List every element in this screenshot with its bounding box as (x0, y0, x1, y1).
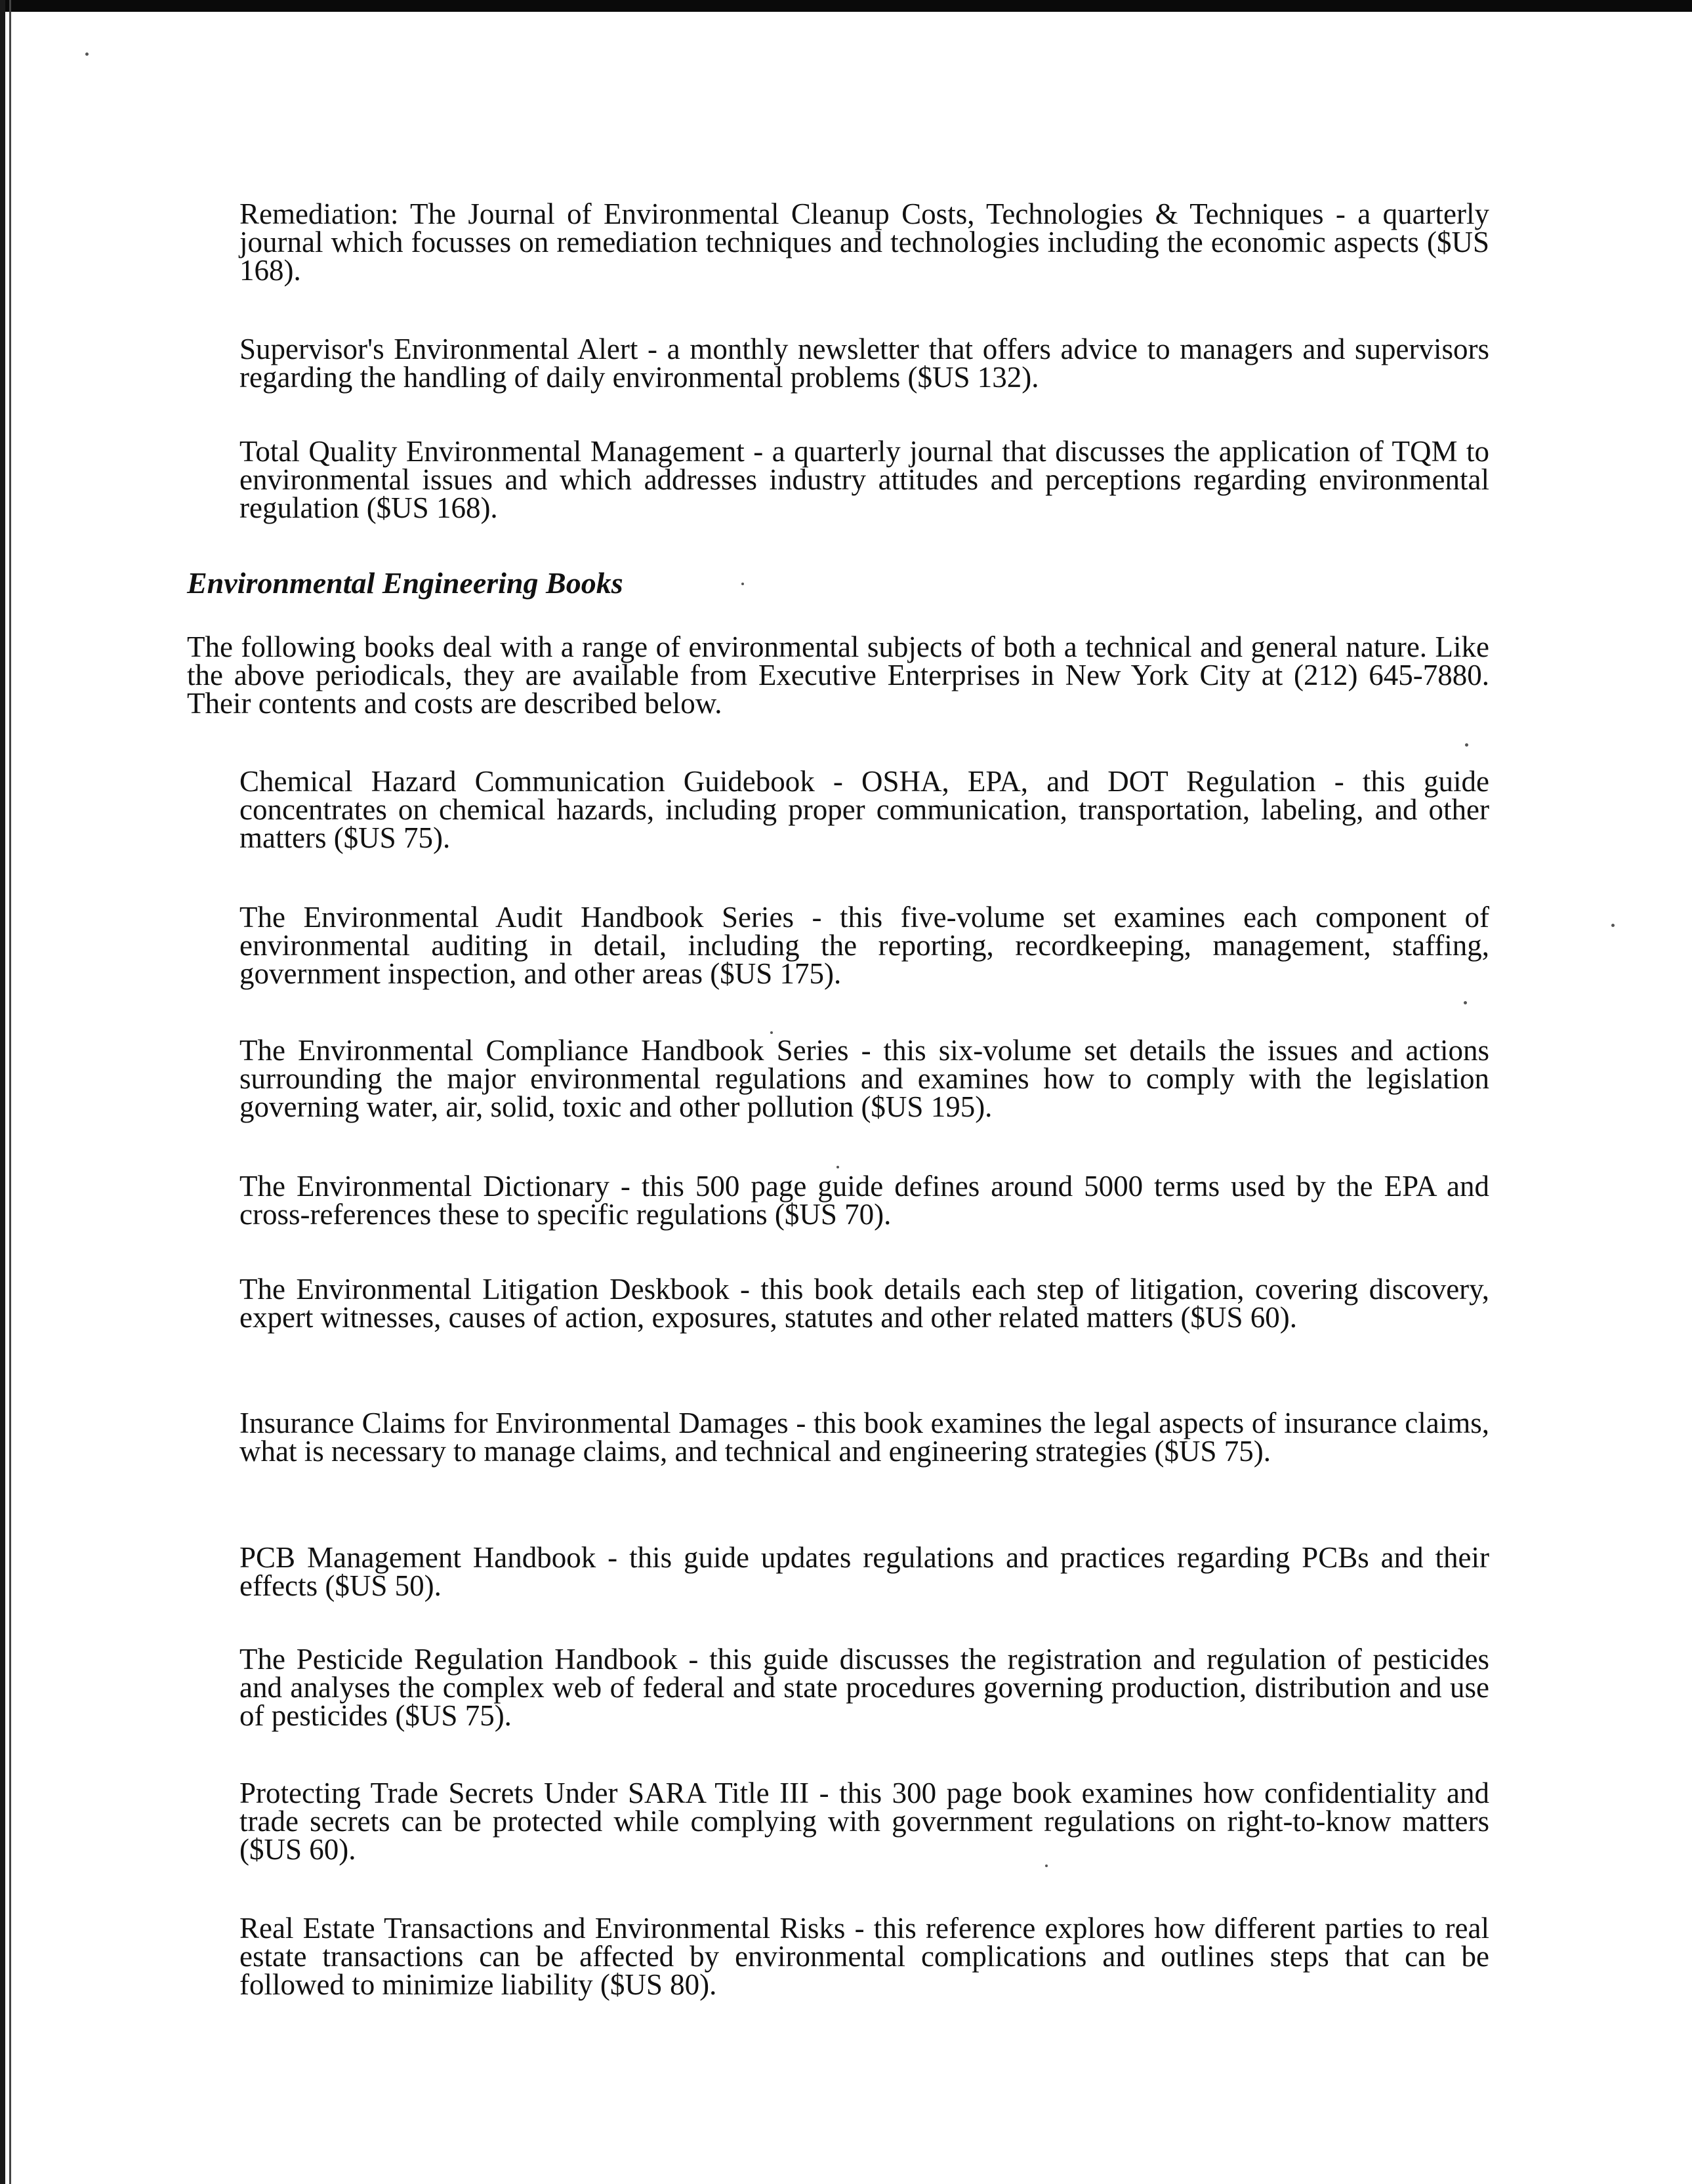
book-entry: The Environmental Dictionary - this 500 page guide defines around 5000 terms used by the EPA and cross-references these to specific regulations ($US 70). (239, 1170, 1489, 1231)
book-entry: Insurance Claims for Environmental Damages - this book examines the legal aspects of insurance claims, what is necessary to manage claims, and technical and engineering strategies ($US 75). (239, 1407, 1489, 1468)
book-entry: Real Estate Transactions and Environmental Risks - this reference explores how different parties to real estate transactions can be affected by environmental complications and outlines steps that can be followed to minimize liability ($US 80). (239, 1912, 1489, 2001)
section-heading: Environmental Engineering Books (187, 566, 623, 600)
periodical-entry: Supervisor's Environmental Alert - a monthly newsletter that offers advice to managers and supervisors regarding the handling of daily environmental problems ($US 132). (239, 333, 1489, 394)
section-intro: The following books deal with a range of environmental subjects of both a technical and general nature. Like the above periodicals, they are available from Executive Enterprises in New York City at (212) 645-7880. Their contents and costs are described below. (187, 630, 1489, 720)
periodical-entry: Total Quality Environmental Management - a quarterly journal that discusses the application of TQM to environmental issues and which addresses industry attitudes and perceptions regarding environmental regulation ($US 168). (239, 435, 1489, 524)
book-entry: The Environmental Litigation Deskbook - this book details each step of litigation, covering discovery, expert witnesses, causes of action, exposures, statutes and other related matters ($US 60). (239, 1273, 1489, 1334)
book-entry: The Environmental Audit Handbook Series - this five-volume set examines each component of environmental auditing in detail, including the reporting, recordkeeping, management, staffing, government inspection, and other areas ($US 175). (239, 901, 1489, 990)
book-entry: Protecting Trade Secrets Under SARA Title III - this 300 page book examines how confidentiality and trade secrets can be protected while complying with government regulations on right-to-know matters ($US 60). (239, 1777, 1489, 1866)
book-entry: The Pesticide Regulation Handbook - this guide discusses the registration and regulation of pesticides and analyses the complex web of federal and state procedures governing production, distribution and use of pesticides ($US 75). (239, 1643, 1489, 1732)
book-entry: The Environmental Compliance Handbook Series - this six-volume set details the issues and actions surrounding the major environmental regulations and examines how to comply with the legislation governing water, air, solid, toxic and other pollution ($US 195). (239, 1034, 1489, 1123)
periodical-entry: Remediation: The Journal of Environmental Cleanup Costs, Technologies & Techniques - a quarterly journal which focusses on remediation techniques and technologies including the economic aspects ($US 168). (239, 197, 1489, 287)
book-entry: PCB Management Handbook - this guide updates regulations and practices regarding PCBs and their effects ($US 50). (239, 1541, 1489, 1602)
book-entry: Chemical Hazard Communication Guidebook - OSHA, EPA, and DOT Regulation - this guide concentrates on chemical hazards, including proper communication, transportation, labeling, and other matters ($US 75). (239, 765, 1489, 854)
